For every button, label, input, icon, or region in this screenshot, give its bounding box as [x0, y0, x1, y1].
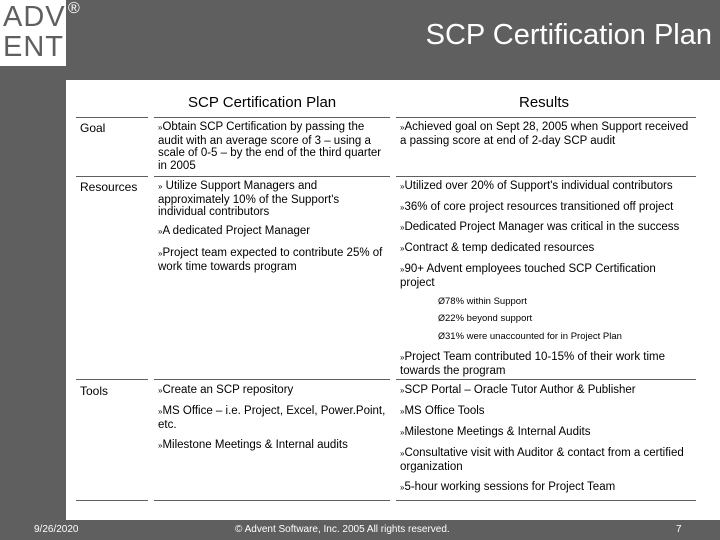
sub-list-item: Ø22% beyond support: [438, 313, 533, 324]
list-item: »Milestone Meetings & Internal Audits: [400, 426, 591, 438]
row-label-tools: Tools: [80, 384, 109, 398]
list-item: »MS Office Tools: [400, 405, 485, 417]
list-item: »90+ Advent employees touched SCP Certification project: [400, 263, 656, 289]
footer-date: 9/26/2020: [34, 524, 79, 535]
list-item: » Utilize Support Managers and approximately 10% of the Support's individual contributors: [158, 180, 340, 218]
list-item: »MS Office – i.e. Project, Excel, Power.Point, etc.: [158, 405, 386, 431]
sub-list-item: Ø31% were unaccounted for in Project Plan: [438, 331, 622, 342]
list-item: »Dedicated Project Manager was critical in the success: [400, 221, 680, 233]
logo-line2: ENT: [3, 31, 64, 63]
footer-bar: [0, 520, 720, 540]
table-rule: [396, 117, 696, 118]
table-rule: [396, 500, 696, 501]
row-label-goal: Goal: [80, 121, 106, 135]
table-rule: [154, 500, 390, 501]
list-item: »Contract & temp dedicated resources: [400, 242, 595, 254]
table-rule: [76, 176, 148, 177]
row-label-resources: Resources: [80, 180, 138, 194]
table-rule: [76, 500, 148, 501]
table-rule: [396, 379, 696, 380]
advent-logo: [0, 0, 66, 66]
list-item: »A dedicated Project Manager: [158, 225, 311, 237]
left-sidebar-bar: [0, 80, 66, 520]
column-header-results: Results: [519, 94, 570, 111]
list-item: »Milestone Meetings & Internal audits: [158, 439, 348, 451]
table-rule: [154, 379, 390, 380]
footer-copyright: © Advent Software, Inc. 2005 All rights reserved.: [235, 524, 450, 535]
table-rule: [396, 176, 696, 177]
list-item: »Project Team contributed 10-15% of their work time towards the program: [400, 351, 666, 377]
list-item: »36% of core project resources transitioned off project: [400, 201, 674, 213]
list-item: »SCP Portal – Oracle Tutor Author & Publisher: [400, 384, 636, 396]
registered-mark: ®: [68, 0, 80, 17]
column-header-plan: SCP Certification Plan: [188, 94, 337, 111]
table-rule: [76, 379, 148, 380]
list-item: »Utilized over 20% of Support's individual contributors: [400, 180, 673, 192]
footer-page-number: 7: [676, 524, 682, 535]
list-item: »Consultative visit with Auditor & contact from a certified organization: [400, 447, 684, 473]
table-rule: [154, 117, 390, 118]
list-item: »5-hour working sessions for Project Team: [400, 481, 616, 493]
sub-list-item: Ø78% within Support: [438, 296, 527, 307]
list-item: »Create an SCP repository: [158, 384, 294, 396]
list-item: »Achieved goal on Sept 28, 2005 when Support received a passing score at end of 2-day SCP audit: [400, 121, 689, 147]
slide-title: SCP Certification Plan: [425, 19, 712, 51]
list-item: »Project team expected to contribute 25% of work time towards program: [158, 247, 383, 273]
logo-line1: ADV: [3, 1, 66, 33]
list-item: »Obtain SCP Certification by passing the audit with an average score of 3 – using a scale of 0-5 – by the end of the third quarter in 2005: [158, 121, 382, 172]
table-rule: [76, 117, 148, 118]
table-rule: [154, 176, 390, 177]
